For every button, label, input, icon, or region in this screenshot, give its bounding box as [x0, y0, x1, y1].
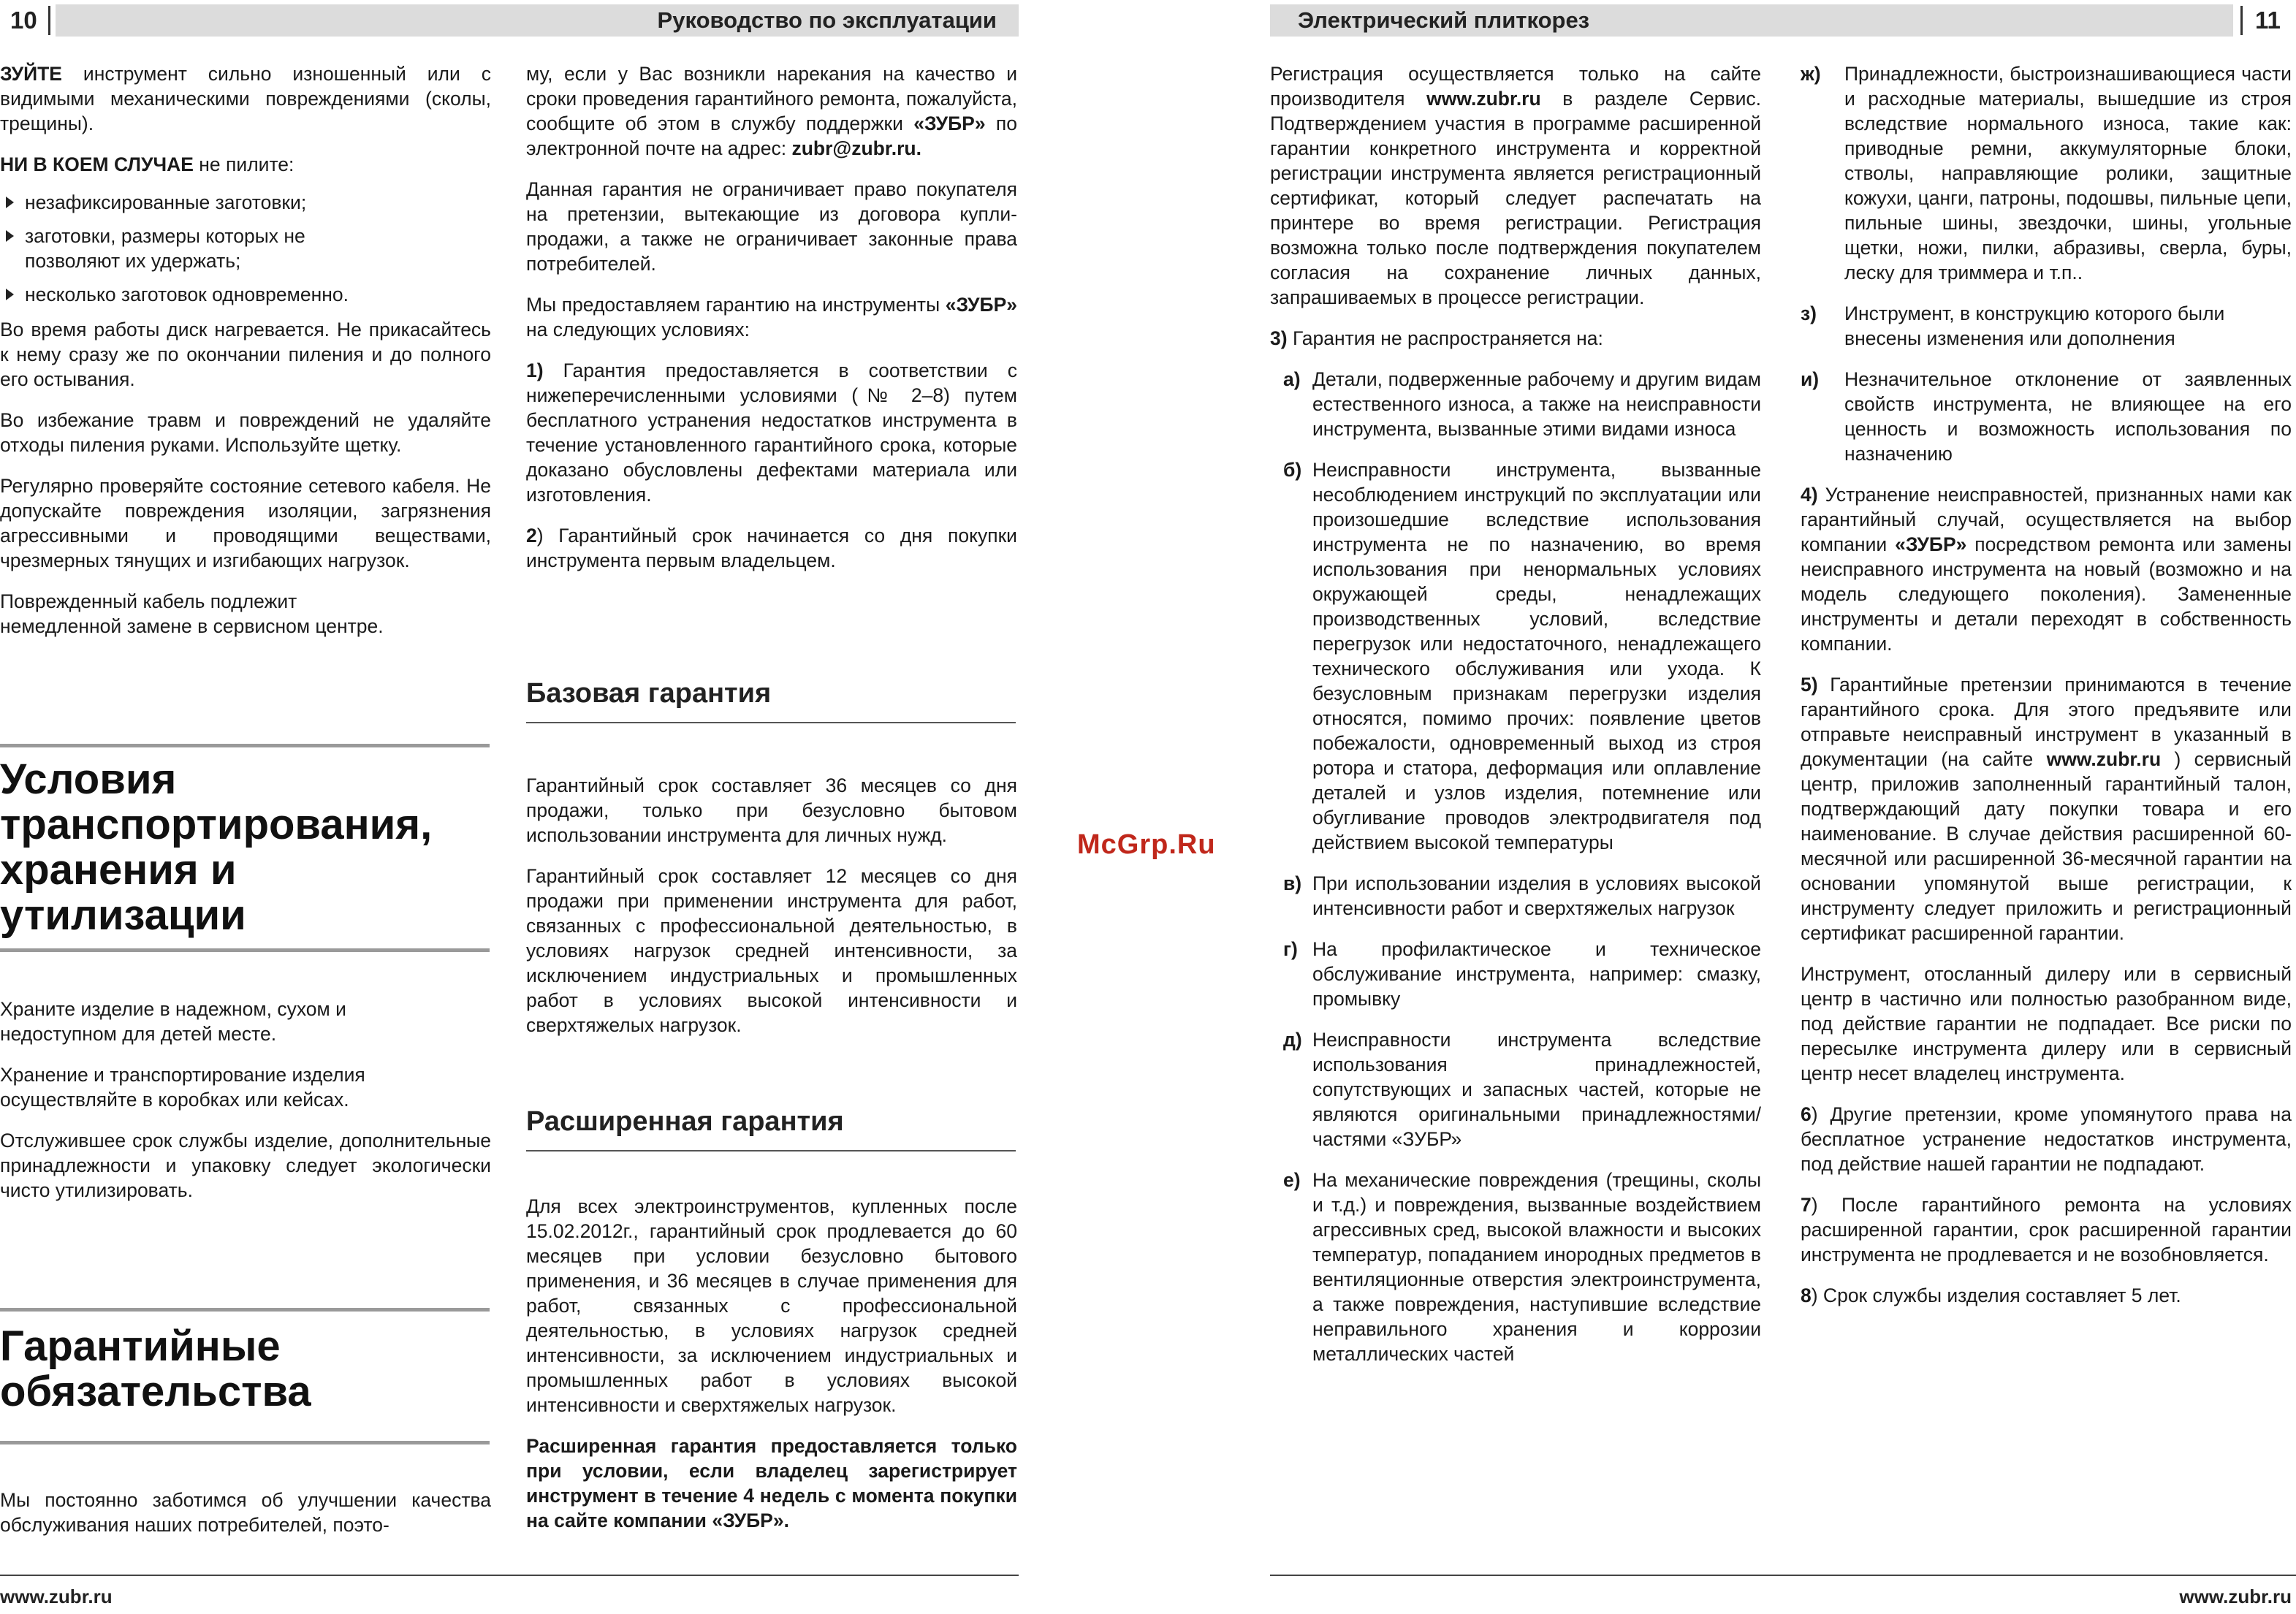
- header-title: Электрический плиткорез: [1298, 7, 1590, 33]
- emphasis: ЗУЙТЕ: [0, 63, 62, 85]
- left-column-2: [526, 61, 1017, 589]
- exclusion-item: [1801, 367, 2292, 466]
- exclusion-item: [1270, 457, 1761, 855]
- text: инструмент сильно изношенный или с видимыми механическими повреждениями (сколы, трещины).: [0, 63, 491, 134]
- text: ) После гарантийного ремонта на условиях расширенной гарантии, срок расширенной гарантии инструмента не продлевается и не возобновляется.: [1801, 1194, 2292, 1265]
- section-rule: [0, 1308, 490, 1312]
- clause-number: 8: [1801, 1284, 1812, 1306]
- paragraph: [1801, 482, 2292, 656]
- extended-warranty-text: [526, 1194, 1017, 1549]
- paragraph: Во избежание травм и повреждений не удаляйте отходы пиления руками. Используйте щетку.: [0, 409, 491, 456]
- clause-number: 5): [1801, 674, 1818, 696]
- paragraph: [1270, 61, 1761, 310]
- email-link[interactable]: zubr@zubr.ru.: [791, 137, 921, 159]
- item-label: д): [1283, 1029, 1302, 1051]
- page-number: 11: [2255, 7, 2281, 34]
- item-label: е): [1283, 1169, 1301, 1191]
- paragraph: [526, 61, 1017, 161]
- item-label: а): [1283, 368, 1301, 390]
- paragraph: [526, 523, 1017, 573]
- paragraph: [1801, 1102, 2292, 1176]
- text: посредством ремонта или замены неисправного инструмента на новый (возможно и на модель следующего поколения). Замененные инструменты и детали переходят в собственность компании.: [1801, 533, 2292, 655]
- text: ) Другие претензии, кроме упомянутого права на бесплатное устранение недостатков инструмента, под действие нашей гарантии не подпадают.: [1801, 1103, 2292, 1175]
- text: Гарантия предоставляется в соответствии с нижеперечисленными условиями (№ 2–8) путем бесплатного устранения недостатков инструмента в течение установленного гарантийного срока, которые доказано обусловлены дефектами материала или изготовления.: [526, 359, 1017, 506]
- header-title: Руководство по эксплуатации: [657, 7, 997, 33]
- item-label: г): [1283, 938, 1298, 960]
- header-divider: [48, 6, 50, 35]
- section-heading-transport: Условия транспортирования, хранения и утилизации: [0, 755, 433, 939]
- clause-number: 4): [1801, 484, 1818, 506]
- item-text: Принадлежности, быстроизнашивающиеся части и расходные материалы, вышедшие из строя вследствие нормального износа, такие как: приводные ремни, аккумуляторные блоки, стволы, направляющие ролики, защитные кожухи, цанги, патроны, подошвы, пильные цепи, пильные шины, звездочки, шины, угольные щетки, ножи, пилки, абразивы, сверла, буры, леску для триммера и т.п..: [1844, 63, 2292, 283]
- item-text: Неисправности инструмента, вызванные несоблюдением инструкций по эксплуатации или произошедшие вследствие использования инструмента не по назначению, во время использования при ненормальных условиях окружающей среды, ненадлежащих производственных условий, вследствие перегрузок или недостаточного, ненадлежащего технического обслуживания или ухода. К безусловным признакам перегрузки изделия относятся, помимо прочих: появление цветов побежалости, одновременный выход из строя ротора и статора, деформация или оплавление деталей и узлов изделия, потемнение или обугливание проводов электродвигателя под действием высокой температуры: [1312, 459, 1761, 853]
- section-heading-warranty: Гарантийные обязательства: [0, 1322, 311, 1415]
- item-text: Неисправности инструмента вследствие использования принадлежностей, сопутствующих и запасных частей, которые не являются оригинальными принадлежностями/частями «ЗУБР»: [1312, 1029, 1761, 1150]
- page-number: 10: [10, 7, 37, 34]
- item-label: ж): [1801, 63, 1821, 85]
- paragraph: Регулярно проверяйте состояние сетевого кабеля. Не допускайте повреждения изоляции, загрязнения агрессивными и проводящими веществами, чрезмерных тянущих и изгибающих нагрузок.: [0, 475, 491, 571]
- footer-rule: [1270, 1575, 2296, 1576]
- exclusion-item: [1801, 61, 2292, 285]
- list-item: незафиксированные заготовки;: [0, 190, 491, 215]
- header-bar: [1270, 4, 2233, 37]
- text: ) Срок службы изделия составляет 5 лет.: [1811, 1284, 2181, 1306]
- list-item: несколько заготовок одновременно.: [0, 282, 491, 307]
- exclusion-item: [1270, 1168, 1761, 1366]
- right-column-2: [1801, 61, 2292, 1324]
- paragraph: Во время работы диск нагревается. Не прикасайтесь к нему сразу же по окончании пиления и до полного его остывания.: [0, 319, 491, 390]
- paragraph: Хранение и транспортирование изделия осуществляйте в коробках или кейсах.: [0, 1064, 365, 1111]
- subsection-heading-extended: Расширенная гарантия: [526, 1106, 844, 1137]
- basic-warranty-text: [526, 773, 1017, 1054]
- paragraph: [0, 152, 491, 177]
- clause-number: 6: [1801, 1103, 1812, 1125]
- right-page: [1270, 0, 2296, 1614]
- item-text: Инструмент, в конструкцию которого были внесены изменения или дополнения: [1844, 302, 2225, 349]
- text: Устранение неисправностей, признанных нами как гарантийный случай, осуществляется на выбор компании: [1801, 484, 2292, 555]
- subsection-rule: [526, 1150, 1016, 1152]
- exclusion-item: [1270, 937, 1761, 1011]
- subsection-rule: [526, 722, 1016, 723]
- paragraph: Храните изделие в надежном, сухом и недоступном для детей месте.: [0, 998, 346, 1045]
- bullet-list: [0, 190, 491, 307]
- emphasis: НИ В КОЕМ СЛУЧАЕ: [0, 153, 194, 175]
- clause-number: 2: [526, 525, 537, 547]
- footer-rule: [0, 1575, 1019, 1576]
- left-page: [0, 0, 1023, 1614]
- paragraph: Инструмент, отосланный дилеру или в сервисный центр в частично или полностью разобранном виде, под действие гарантии не подпадает. Все риски по пересылке инструмента дилеру или в сервисный центр несет владелец инструмента.: [1801, 963, 2292, 1084]
- footer-url[interactable]: www.zubr.ru: [0, 1586, 113, 1607]
- clause-number: 1): [526, 359, 544, 381]
- paragraph: [1270, 326, 1761, 351]
- transport-text: [0, 997, 491, 1219]
- header-bar: [56, 4, 1019, 37]
- paragraph-bold: Расширенная гарантия предоставляется только при условии, если владелец зарегистрирует инструмент в течение 4 недель с момента покупки на сайте компании «ЗУБР».: [526, 1435, 1017, 1531]
- paragraph: [1801, 1192, 2292, 1267]
- text: Гарантия не распространяется на:: [1287, 327, 1603, 349]
- paragraph: [526, 358, 1017, 507]
- paragraph: Мы постоянно заботимся об улучшении качества обслуживания наших потребителей, поэто-: [0, 1489, 491, 1536]
- item-text: На механические повреждения (трещины, сколы и т.д.) и повреждения, вызванные воздействием агрессивных сред, высокой влажности и высоких температур, попаданием инородных предметов в вентиляционные отверстия электроинструмента, а также повреждения, наступившие вследствие неправильного хранения и коррозии металлических частей: [1312, 1169, 1761, 1365]
- paragraph: Гарантийный срок составляет 12 месяцев со дня продажи при применении инструмента для работ, связанных с профессиональной деятельностью, в условиях нагрузок средней интенсивности, за исключением индустриальных и промышленных работ в условиях высокой интенсивности и сверхтяжелых нагрузок.: [526, 865, 1017, 1036]
- text: му, если у Вас возникли нарекания на качество и сроки проведения гарантийного ремонта, пожалуйста, сообщите об этом в службу поддержки: [526, 63, 1017, 134]
- website-link[interactable]: www.zubr.ru: [2046, 748, 2162, 770]
- section-rule: [0, 744, 490, 747]
- website-link[interactable]: www.zubr.ru: [1426, 88, 1541, 110]
- text: не пилите:: [193, 153, 294, 175]
- text: Регистрация осуществляется только на сайте производителя: [1270, 63, 1761, 110]
- text: в разделе Сервис. Подтверждением участия в программе расширенной гарантии конкретного инструмента и корректной регистрации инструмента является регистрационный сертификат, который следует распечатать на принтере во время регистрации. Регистрация возможна только после подтверждения покупателем согласия на сохранение личных данных, запрашиваемых в процессе регистрации.: [1270, 88, 1762, 308]
- exclusion-item: [1270, 367, 1761, 441]
- left-column-1: [0, 61, 491, 655]
- subsection-heading-basic: Базовая гарантия: [526, 678, 772, 709]
- text: на следующих условиях:: [526, 319, 750, 340]
- paragraph: Гарантийный срок составляет 36 месяцев со дня продажи, только при безусловно бытовом использовании инструмента для личных нужд.: [526, 774, 1017, 846]
- footer-url[interactable]: www.zubr.ru: [2179, 1586, 2292, 1607]
- exclusion-item: [1270, 871, 1761, 921]
- header-divider: [2240, 6, 2243, 35]
- item-text: Незначительное отклонение от заявленных свойств инструмента, не влияющее на его ценность и возможность использования по назначению: [1844, 368, 2292, 465]
- item-text: На профилактическое и техническое обслуживание инструмента, например: смазку, промывку: [1312, 938, 1761, 1010]
- paragraph: Данная гарантия не ограничивает право покупателя на претензии, вытекающие из договора купли-продажи, а также не ограничивает законные права потребителей.: [526, 178, 1017, 275]
- watermark: McGrp.Ru: [1077, 829, 1216, 860]
- paragraph: Отслужившее срок службы изделие, дополнительные принадлежности и упаковку следует экологически чисто утилизировать.: [0, 1130, 491, 1201]
- item-text: Детали, подверженные рабочему и другим видам естественного износа, а также на неисправности инструмента, вызванные этими видами износа: [1312, 368, 1761, 440]
- text: по электронной почте на адрес:: [526, 113, 1018, 159]
- clause-number: 7: [1801, 1194, 1812, 1216]
- list-item: заготовки, размеры которых не позволяют их удержать;: [0, 224, 491, 273]
- clause-number: 3): [1270, 327, 1288, 349]
- item-label: з): [1801, 302, 1817, 324]
- item-label: б): [1283, 459, 1302, 481]
- item-text: При использовании изделия в условиях высокой интенсивности работ и сверхтяжелых нагрузок: [1312, 872, 1761, 919]
- paragraph: [526, 292, 1017, 342]
- brand: «ЗУБР»: [945, 294, 1017, 316]
- right-column-1: [1270, 61, 1761, 1382]
- warranty-intro: [0, 1488, 491, 1553]
- paragraph: [1801, 1283, 2292, 1308]
- paragraph: Поврежденный кабель подлежит немедленной замене в сервисном центре.: [0, 590, 384, 637]
- text: Мы предоставляем гарантию на инструменты: [526, 294, 946, 316]
- item-label: и): [1801, 368, 1820, 390]
- paragraph: [1801, 672, 2292, 945]
- brand: «ЗУБР»: [1895, 533, 1967, 555]
- text: ) Гарантийный срок начинается со дня покупки инструмента первым владельцем.: [526, 525, 1017, 571]
- paragraph: Для всех электроинструментов, купленных после 15.02.2012г., гарантийный срок продлевается до 60 месяцев при условии безусловно бытового применения, и 36 месяцев в случае применения для работ, связанных с профессиональной деятельностью, в условиях нагрузок средней интенсивности, за исключением индустриальных и промышленных работ в условиях высокой интенсивности и сверхтяжелых нагрузок.: [526, 1195, 1017, 1416]
- section-rule: [0, 948, 490, 952]
- paragraph: [0, 61, 491, 136]
- text: ) сервисный центр, приложив заполненный гарантийный талон, подтверждающий дату покупки товара и его наименование. В случае действия расширенной 60-месячной или расширенной 36-месячной гарантии на основании упомянутой выше регистрации, к инструменту следует приложить и регистрационный сертификат расширенной гарантии.: [1801, 748, 2292, 944]
- exclusion-item: [1801, 301, 2292, 351]
- exclusion-item: [1270, 1027, 1761, 1152]
- item-label: в): [1283, 872, 1302, 894]
- section-rule: [0, 1441, 490, 1444]
- brand: «ЗУБР»: [913, 113, 986, 134]
- text: Гарантийные претензии принимаются в течение гарантийного срока. Для этого предъявите или отправьте неисправный инструмент в указанный в документации (на сайте: [1801, 674, 2292, 770]
